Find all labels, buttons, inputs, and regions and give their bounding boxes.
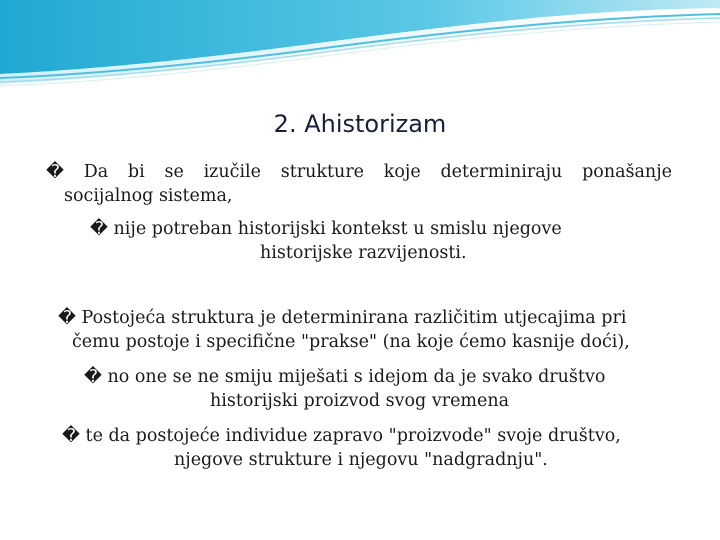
paragraph-4-line-2: historijski proizvod svog vremena: [210, 391, 510, 411]
bullet-icon: �: [58, 308, 76, 328]
paragraph-3-line-2: čemu postoje i specifične "prakse" (na koje ćemo kasnije doći),: [72, 332, 630, 352]
bullet-icon: �: [90, 219, 108, 239]
paragraph-2-line-1: nije potreban historijski kontekst u smislu njegove: [113, 219, 562, 239]
slide-title: 2. Ahistorizam: [273, 110, 447, 138]
paragraph-4-line-1: no one se ne smiju miješati s idejom da je svako društvo: [107, 367, 606, 387]
paragraph-5-line-1: te da postojeće individue zapravo "proizvode" svoje društvo,: [85, 426, 621, 446]
bullet-paragraph-2: [90, 217, 650, 265]
paragraph-5-line-2: njegove strukture i njegovu "nadgradnju".: [174, 450, 548, 470]
bullet-icon: �: [84, 367, 102, 387]
bullet-icon: �: [46, 162, 64, 182]
bullet-paragraph-1: [46, 160, 672, 208]
paragraph-1-line-1: Da bi se izučile strukture koje determiniraju ponašanje: [83, 162, 672, 182]
bullet-paragraph-5: [62, 424, 712, 472]
bullet-paragraph-4: [84, 365, 704, 413]
bullet-paragraph-3: [58, 306, 698, 354]
paragraph-3-line-1: Postojeća struktura je determinirana različitim utjecajima pri: [81, 308, 627, 328]
bullet-icon: �: [62, 426, 80, 446]
header-wave-decoration: [0, 0, 720, 90]
paragraph-2-line-2: historijske razvijenosti.: [260, 243, 467, 263]
paragraph-1-line-2: socijalnog sistema,: [64, 186, 233, 206]
